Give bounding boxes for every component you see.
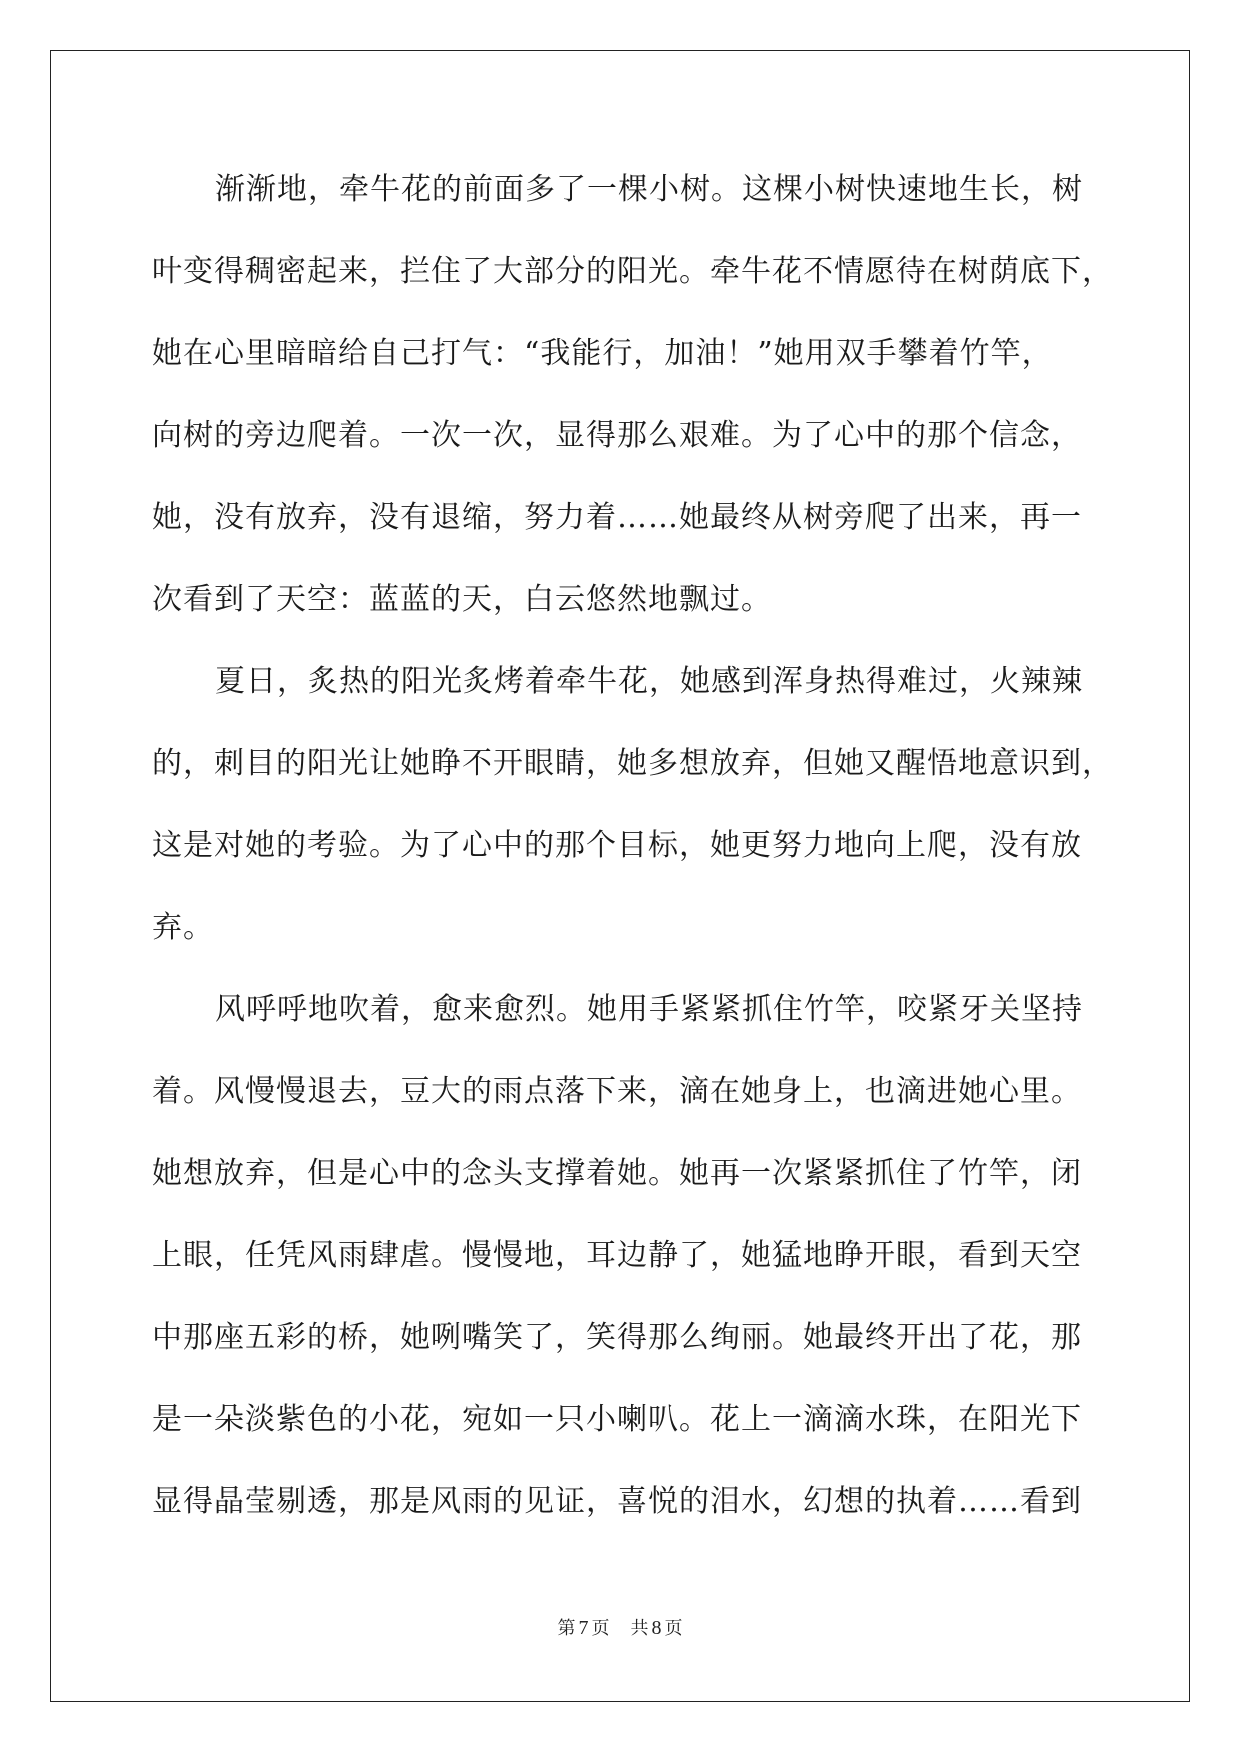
paragraph-3-line-4: 上眼，任凭风雨肆虐。慢慢地，耳边静了，她猛地睁开眼，看到天空 (152, 1238, 1082, 1273)
page-prefix: 第 (557, 1618, 577, 1639)
paragraph-1-line-4: 向树的旁边爬着。一次一次，显得那么艰难。为了心中的那个信念， (152, 418, 1082, 453)
total-prefix: 共 (630, 1618, 650, 1639)
paragraph-3-line-5: 中那座五彩的桥，她咧嘴笑了，笑得那么绚丽。她最终开出了花，那 (152, 1320, 1082, 1355)
paragraph-2-line-3: 这是对她的考验。为了心中的那个目标，她更努力地向上爬，没有放 (152, 828, 1082, 863)
paragraph-3-line-7: 显得晶莹剔透，那是风雨的见证，喜悦的泪水，幻想的执着……看到 (152, 1484, 1082, 1519)
paragraph-3-line-2: 着。风慢慢退去，豆大的雨点落下来，滴在她身上，也滴进她心里。 (152, 1074, 1082, 1109)
document-body (152, 162, 1112, 1556)
paragraph-1-line-6: 次看到了天空：蓝蓝的天，白云悠然地飘过。 (152, 582, 772, 617)
paragraph-1-line-5: 她，没有放弃，没有退缩，努力着……她最终从树旁爬了出来，再一 (152, 500, 1082, 535)
paragraph-3-line-3: 她想放弃，但是心中的念头支撑着她。她再一次紧紧抓住了竹竿，闭 (152, 1156, 1082, 1191)
page-current-number: 7 (578, 1617, 590, 1639)
page-total-number: 8 (651, 1617, 663, 1639)
paragraph-3-line-1: 风呼呼地吹着，愈来愈烈。她用手紧紧抓住竹竿，咬紧牙关坚持 (215, 992, 1083, 1027)
paragraph-2-line-1: 夏日，炙热的阳光炙烤着牵牛花，她感到浑身热得难过，火辣辣 (215, 664, 1083, 699)
paragraph-1-line-3: 她在心里暗暗给自己打气：“我能行，加油！”她用双手攀着竹竿， (152, 336, 1053, 371)
paragraph-2-line-2: 的，刺目的阳光让她睁不开眼睛，她多想放弃，但她又醒悟地意识到， (152, 746, 1113, 781)
total-suffix: 页 (664, 1618, 684, 1639)
page-footer (0, 1614, 1241, 1640)
page-suffix: 页 (591, 1618, 611, 1639)
paragraph-1-line-1: 渐渐地，牵牛花的前面多了一棵小树。这棵小树快速地生长，树 (215, 172, 1083, 207)
paragraph-3-line-6: 是一朵淡紫色的小花，宛如一只小喇叭。花上一滴滴水珠，在阳光下 (152, 1402, 1082, 1437)
paragraph-2-line-4: 弃。 (152, 910, 214, 945)
paragraph-1-line-2: 叶变得稠密起来，拦住了大部分的阳光。牵牛花不情愿待在树荫底下， (152, 254, 1113, 289)
